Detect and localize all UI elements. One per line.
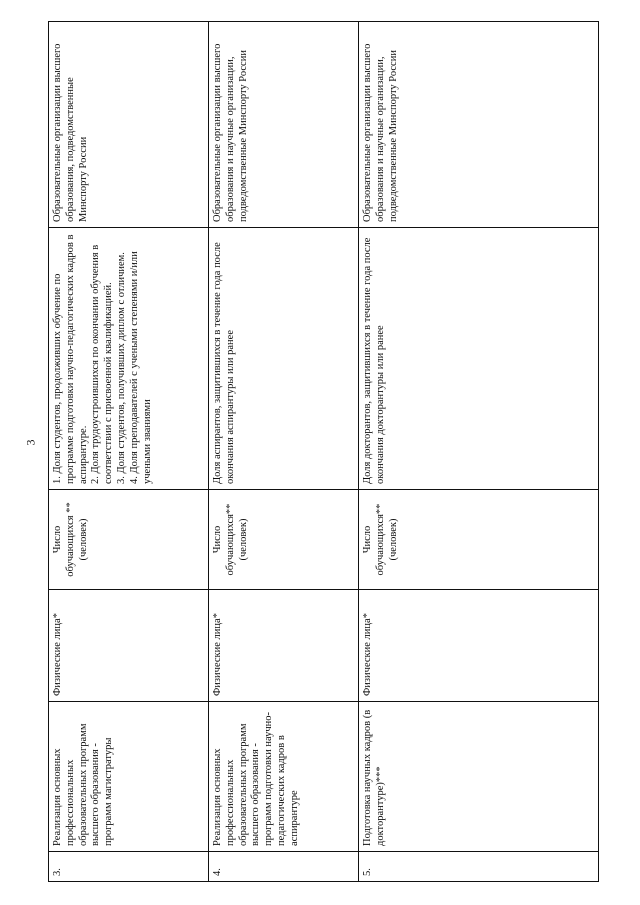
unit-line: обучающихся** <box>224 503 236 576</box>
unit-line: (человек) <box>387 518 399 561</box>
table-row <box>209 22 359 882</box>
provider-organization: Образовательные организации высшего образования, подведомственные Минспорту России <box>49 22 209 228</box>
indicator-item: Доля аспирантов, защитившихся в течение года после окончания аспирантуры или ранее <box>212 242 236 484</box>
indicator-item: Доля докторантов, защитившихся в течение года после окончания докторантуры или ранее <box>362 237 386 484</box>
row-number: 5. <box>359 852 599 882</box>
unit-line: (человек) <box>77 518 89 561</box>
provider-organization: Образовательные организации высшего образования и научные организации, подведомственные Минспорту России <box>209 22 359 228</box>
volume-unit <box>49 490 209 590</box>
indicator-item: 1. Доля студентов, продолживших обучение по программе подготовки научно-педагогических кадров в аспирантуре. <box>52 234 89 484</box>
service-name: Реализация основных профессиональных образовательных программ высшего образования - программ магистратуры <box>49 702 209 852</box>
consumer-category: Физические лица* <box>209 590 359 702</box>
table-row <box>49 22 209 882</box>
indicator-item: 2. Доля трудоустроившихся по окончании обучения в соответствии с присвоенной квалификацией. <box>90 244 115 484</box>
volume-unit <box>209 490 359 590</box>
row-number: 4. <box>209 852 359 882</box>
services-table <box>48 21 599 882</box>
service-name: Реализация основных профессиональных образовательных программ высшего образования - программ подготовки научно-педагогических кадров в аспирантуре <box>209 702 359 852</box>
rotated-table-container <box>48 22 598 882</box>
unit-line: (человек) <box>237 518 249 561</box>
quality-indicators <box>209 228 359 490</box>
unit-line: Число <box>52 525 63 554</box>
quality-indicators <box>359 228 599 490</box>
consumer-category: Физические лица* <box>359 590 599 702</box>
table-row <box>359 22 599 882</box>
row-number: 3. <box>49 852 209 882</box>
unit-line: обучающихся ** <box>64 502 76 577</box>
provider-organization: Образовательные организации высшего образования и научные организации, подведомственные Минспорту России <box>359 22 599 228</box>
unit-line: Число <box>362 525 373 554</box>
unit-line: обучающихся** <box>374 503 386 576</box>
indicator-item: 4. Доля преподавателей с учеными степенями и/или учеными званиями <box>128 251 153 484</box>
indicator-item: 3. Доля студентов, получивших диплом с отличием. <box>115 252 127 484</box>
page-number: 3 <box>23 439 38 446</box>
service-name: Подготовка научных кадров (в докторантуре)*** <box>359 702 599 852</box>
rotated-table-canvas <box>48 22 598 882</box>
unit-line: Число <box>212 525 223 554</box>
consumer-category: Физические лица* <box>49 590 209 702</box>
volume-unit <box>359 490 599 590</box>
quality-indicators <box>49 228 209 490</box>
